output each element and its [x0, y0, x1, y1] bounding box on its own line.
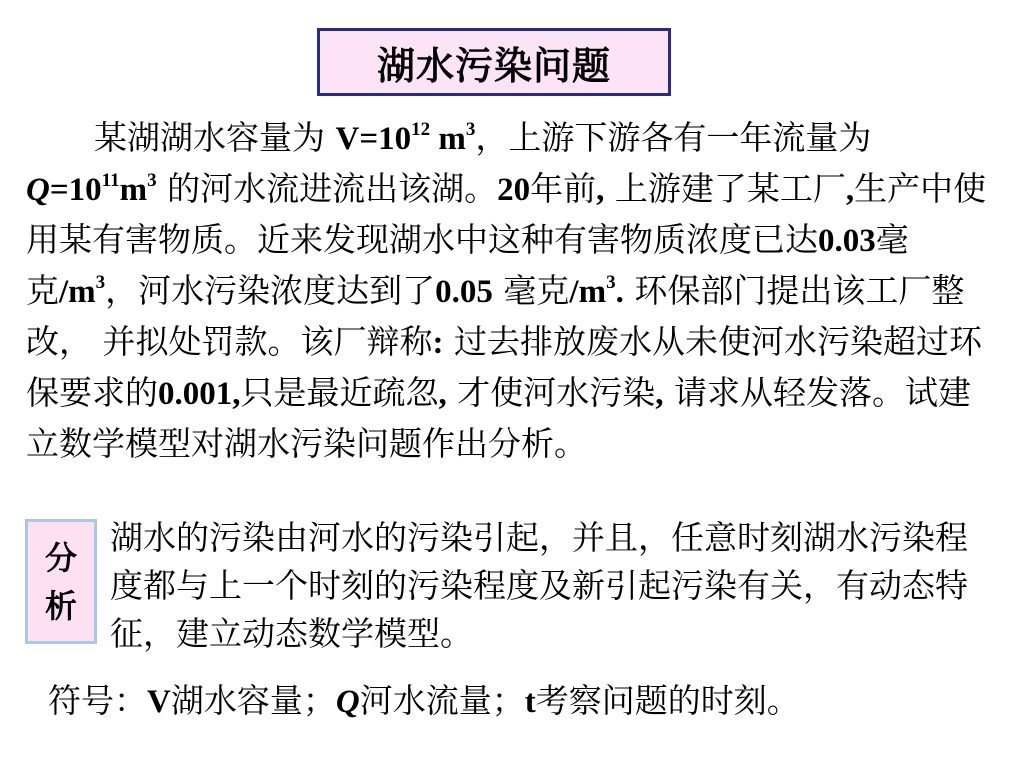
concentration-unit: /m: [569, 274, 607, 310]
flow-symbol: Q: [26, 172, 50, 208]
flow-exponent: 11: [101, 170, 120, 191]
lake-concentration: 0.03: [818, 223, 876, 259]
page-title: 湖水污染问题: [376, 43, 611, 88]
volume-exponent: 12: [411, 119, 431, 140]
flow-unit: m: [119, 172, 148, 208]
punctuation: ,: [438, 376, 447, 412]
symbol-t: t: [524, 684, 536, 720]
flow-unit-exponent: 3: [147, 170, 157, 191]
concentration-unit-exponent: 3: [606, 272, 616, 293]
analysis-label-char: 析: [44, 586, 77, 625]
symbols-prefix: 符号：: [48, 681, 147, 720]
flow-expression: =10: [49, 172, 102, 208]
volume-unit: m: [430, 121, 466, 157]
problem-text: 生产中使用某有害物质。近来发现湖水中这种有害物质浓度已达: [26, 169, 987, 259]
years-value: 20: [497, 172, 531, 208]
symbols-line: [48, 677, 1008, 726]
problem-text: 的河水流进流出该湖。: [156, 169, 498, 208]
punctuation: ,: [596, 172, 605, 208]
problem-text: 请求从轻发落。试建立数学模型对湖水污染问题作出分析。: [26, 373, 971, 463]
symbol-v-desc: 湖水容量；: [170, 681, 336, 720]
limit-value: 0.001,: [158, 376, 241, 412]
volume-expression: V=10: [335, 121, 412, 157]
problem-text: 毫克: [26, 220, 909, 310]
punctuation: ,: [655, 376, 664, 412]
problem-text: 上游建了某工厂: [604, 169, 846, 208]
concentration-unit-exponent: 3: [95, 272, 106, 293]
problem-text: ，河水污染浓度达到了: [105, 271, 436, 310]
problem-text: 才使河水污染: [446, 373, 656, 412]
problem-text: 过去排放废水从未使河水污染超过环保要求的: [26, 322, 982, 412]
problem-text: 只是最近疏忽: [240, 373, 439, 412]
punctuation: .: [615, 274, 624, 310]
symbol-v: V: [147, 684, 171, 720]
symbol-t-desc: 考察问题的时刻。: [535, 681, 800, 720]
volume-unit-exponent: 3: [465, 119, 476, 140]
problem-text: 毫克: [492, 271, 570, 310]
symbol-q: Q: [335, 684, 360, 720]
problem-text: ，上游下游各有一年流量为: [475, 118, 872, 157]
concentration-unit: /m: [59, 274, 96, 310]
punctuation: :: [432, 325, 444, 361]
problem-text: 年前: [530, 169, 597, 208]
symbol-q-desc: 河水流量；: [359, 681, 525, 720]
analysis-label-box: [25, 519, 97, 644]
analysis-label-char: 分: [44, 538, 77, 577]
problem-statement: [26, 113, 1002, 468]
river-concentration: 0.05: [435, 274, 493, 310]
title-box: [317, 28, 671, 96]
problem-text: 环保部门提出该工厂整改， 并拟处罚款。该厂辩称: [26, 271, 965, 361]
problem-text: 某湖湖水容量为: [94, 118, 336, 157]
punctuation: ,: [845, 172, 855, 208]
analysis-text: 湖水的污染由河水的污染引起，并且，任意时刻湖水污染程度都与上一个时刻的污染程度及新引起污染有关，有动态特征，建立动态数学模型。: [110, 518, 968, 653]
